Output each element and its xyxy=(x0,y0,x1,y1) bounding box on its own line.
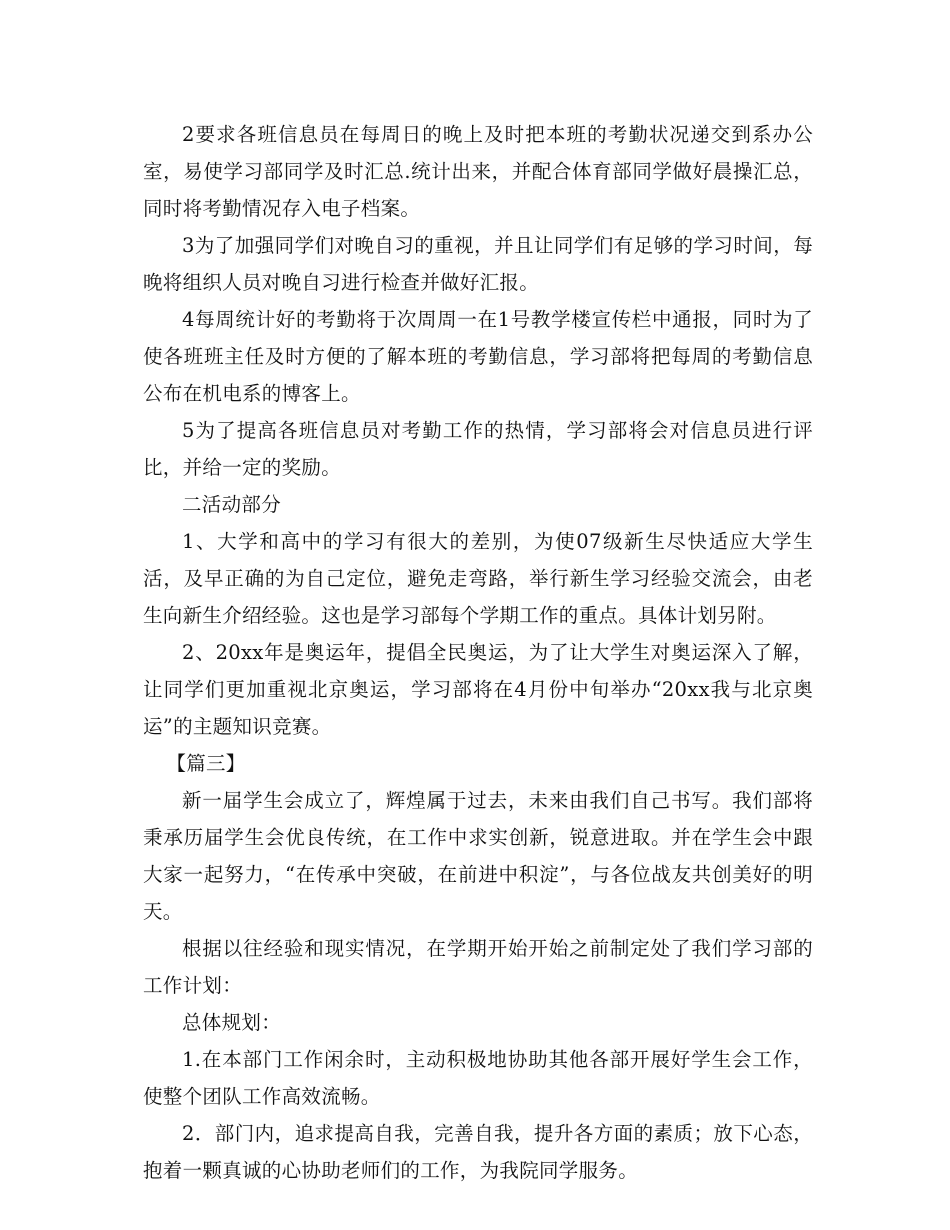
document-body xyxy=(143,116,813,1189)
paragraph-plan-intro: 根据以往经验和现实情况，在学期开始开始之前制定处了我们学习部的工作计划： xyxy=(143,937,813,997)
paragraph-informant-evaluation: 5为了提高各班信息员对考勤工作的热情，学习部将会对信息员进行评比，并给一定的奖励。 xyxy=(143,419,813,479)
paragraph-weekly-attendance-notice: 4每周统计好的考勤将于次周周一在1号教学楼宣传栏中通报，同时为了使各班班主任及时方便的了解本班的考勤信息，学习部将把每周的考勤信息公布在机电系的博客上。 xyxy=(143,308,813,405)
section-heading-overall-plan: 总体规划： xyxy=(182,1011,282,1034)
section-heading-activities: 二活动部分 xyxy=(182,493,282,516)
paragraph-new-student-union: 新一届学生会成立了，辉煌属于过去，未来由我们自己书写。我们部将秉承历届学生会优良传统，在工作中求实创新，锐意进取。并在学生会中跟大家一起努力，“在传承中突破，在前进中积淀”，与各位战友共创美好的明天。 xyxy=(143,789,813,923)
paragraph-evening-study-check: 3为了加强同学们对晚自习的重视，并且让同学们有足够的学习时间，每晚将组织人员对晚自习进行检查并做好汇报。 xyxy=(143,234,813,294)
paragraph-plan-item-1: 1.在本部门工作闲余时，主动积极地协助其他各部开展好学生会工作，使整个团队工作高效流畅。 xyxy=(143,1048,813,1108)
paragraph-plan-item-2: 2．部门内，追求提高自我，完善自我，提升各方面的素质；放下心态，抱着一颗真诚的心协助老师们的工作，为我院同学服务。 xyxy=(143,1122,813,1182)
paragraph-study-exchange-meeting: 1、大学和高中的学习有很大的差别，为使07级新生尽快适应大学生活，及早正确的为自己定位，避免走弯路，举行新生学习经验交流会，由老生向新生介绍经验。这也是学习部每个学期工作的重点。具体计划另附。 xyxy=(143,530,813,627)
paragraph-attendance-submission: 2要求各班信息员在每周日的晚上及时把本班的考勤状况递交到系办公室，易使学习部同学及时汇总.统计出来，并配合体育部同学做好晨操汇总，同时将考勤情况存入电子档案。 xyxy=(143,123,813,220)
paragraph-olympic-quiz: 2、20xx年是奥运年，提倡全民奥运，为了让大学生对奥运深入了解，让同学们更加重视北京奥运，学习部将在4月份中旬举办“20xx我与北京奥运”的主题知识竞赛。 xyxy=(143,641,813,738)
section-heading-part-three: 【篇三】 xyxy=(166,752,246,775)
